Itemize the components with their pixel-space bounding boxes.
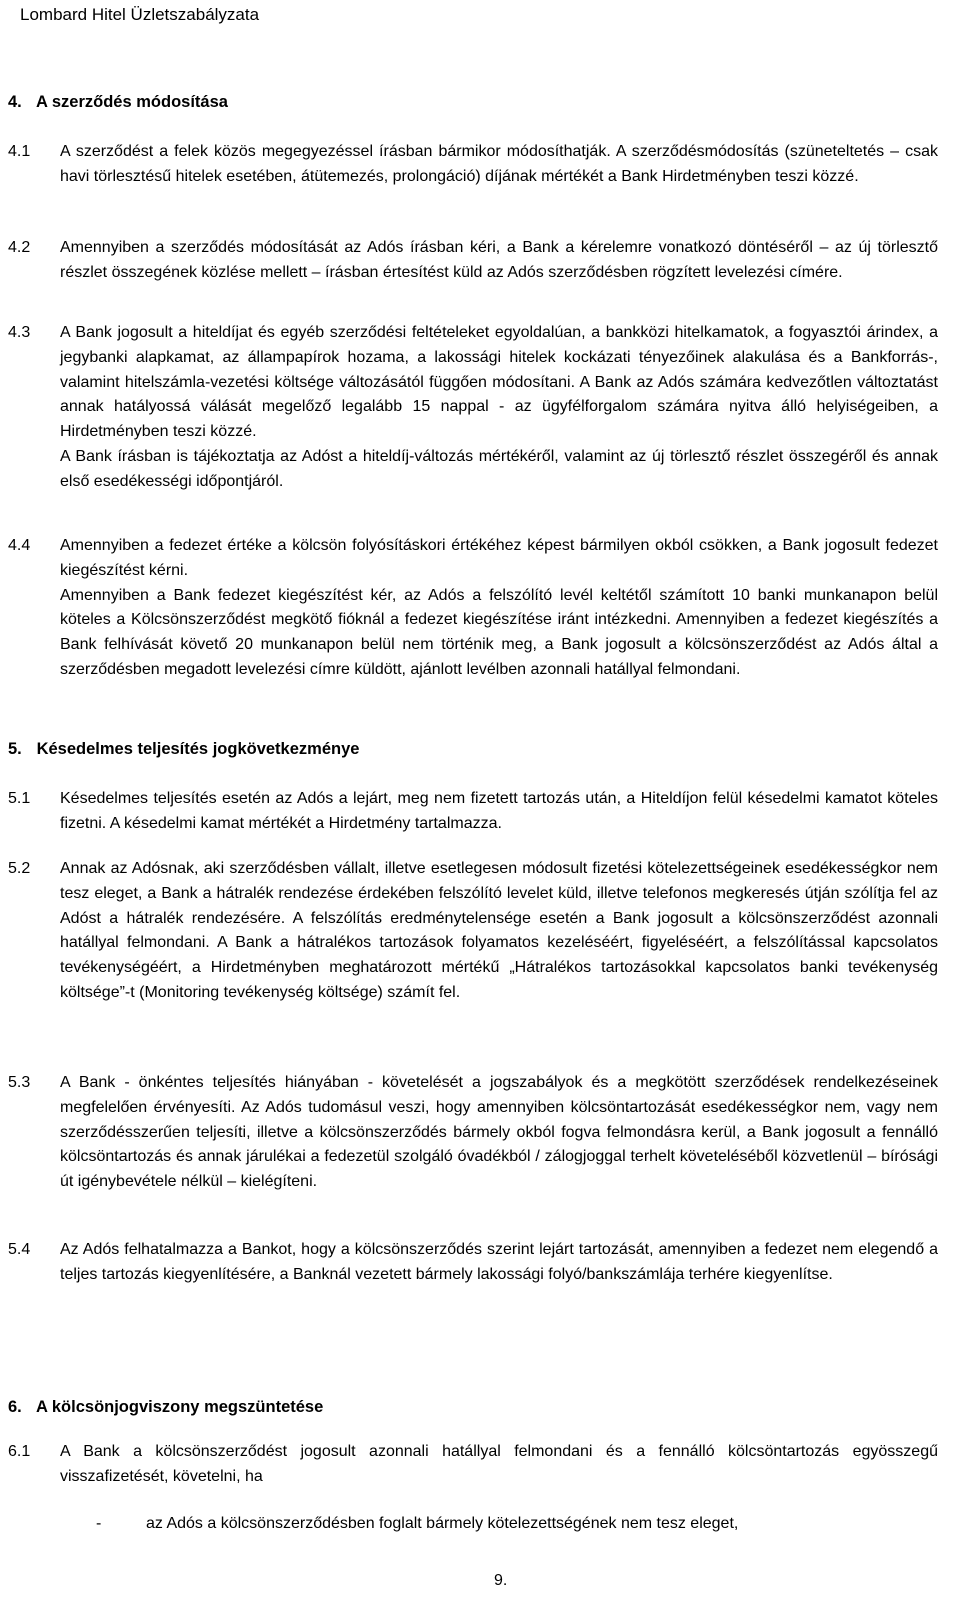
paragraph-5-4: [8, 1238, 938, 1288]
bullet-marker: -: [96, 1515, 102, 1532]
section-number: 6.: [8, 1398, 22, 1416]
paragraph-4-4: [8, 534, 938, 683]
page-number: 9.: [494, 1572, 508, 1589]
section-title: A kölcsönjogviszony megszüntetése: [35, 1398, 324, 1416]
paragraph-number: 4.2: [8, 239, 31, 256]
paragraph-number: 4.3: [8, 324, 31, 341]
paragraph-text: Amennyiben a fedezet értéke a kölcsön folyósításkori értékéhez képest bármilyen okból csökken, a Bank jogosult fedezet kiegészítést kérni.: [60, 537, 938, 579]
paragraph-number: 6.1: [8, 1443, 31, 1460]
section-heading-4: [8, 91, 228, 113]
paragraph-text: Amennyiben a Bank fedezet kiegészítést kér, az Adós a felszólító levél keltétől számított 10 banki munkanapon belül köteles a Kölcsönszerződést megkötő fióknál a fedezet kiegészítése iránt intézkedni. Amennyiben a fedezet kiegészítés a Bank felhívását követő 20 munkanapon belül nem történik meg, a Bank jogosult a kölcsönszerződést az Adós által a szerződésben megadott levelezési címre küldött, ajánlott levélben azonnali hatállyal felmondani.: [60, 586, 938, 678]
paragraph-4-3: [8, 321, 938, 495]
paragraph-text: A Bank - önkéntes teljesítés hiányában - követelését a jogszabályok és a megkötött szerződések rendelkezéseinek megfelelően érvényesíti. Az Adós tudomásul veszi, hogy amennyiben kölcsöntartozását esedékességkor nem, vagy nem szerződésszerűen teljesíti, illetve a kölcsönszerződés bármely okból fogva felmondásra kerül, a Bank jogosult a fennálló kölcsöntartozás és annak járulékai a fedezetül szolgáló óvadékból / zálogjoggal terhelt követeléséből közvetlenül – bírósági út igénybevétele nélkül – kielégíteni.: [60, 1074, 938, 1191]
paragraph-text: A szerződést a felek közös megegyezéssel írásban bármikor módosíthatják. A szerződésmódosítás (szüneteltetés – csak havi törlesztésű hitelek esetében, átütemezés, prolongáció) díjának mértékét a Bank Hirdetményben teszi közzé.: [60, 143, 938, 185]
paragraph-text: A Bank írásban is tájékoztatja az Adóst a hiteldíj-változás mértékéről, valamint az új törlesztő részlet összegéről és annak első esedékességi időpontjáról.: [60, 447, 938, 490]
section-heading-5: [8, 738, 359, 760]
paragraph-text: Késedelmes teljesítés esetén az Adós a lejárt, meg nem fizetett tartozás után, a Hiteldíjon felül késedelmi kamatot köteles fizetni. A késedelmi kamat mértékét a Hirdetmény tartalmazza.: [60, 790, 938, 832]
paragraph-text: Az Adós felhatalmazza a Bankot, hogy a kölcsönszerződés szerint lejárt tartozását, amennyiben a fedezet nem elegendő a teljes tartozás kiegyenlítésére, a Banknál vezetett bármely lakossági folyó/bankszámlája terhére kiegyenlítse.: [60, 1241, 938, 1283]
paragraph-text: Amennyiben a szerződés módosítását az Adós írásban kéri, a Bank a kérelemre vonatkozó döntéséről – az új törlesztő részlet összegének közlése mellett – írásban értesítést küld az Adós szerződésben rögzített levelezési címére.: [60, 239, 938, 281]
paragraph-text: Annak az Adósnak, aki szerződésben vállalt, illetve esetlegesen módosult fizetési kötelezettségeinek esedékességkor nem tesz eleget, a Bank a hátralék rendezése érdekében felszólító levelet küld, illetve telefonos megkeresés útján szólítja fel az Adóst a hátralék rendezésére. A felszólítás eredménytelensége esetén a Bank jogosult a kölcsönszerződést azonnali hatállyal felmondani. A Bank a hátralékos tartozások folyamatos kezeléséért, figyeléséért, a felszólítással kapcsolatos tevékenységéért, a Hirdetményben meghatározott mértékű „Hátralékos tartozásokkal kapcsolatos banki tevékenység költsége”-t (Monitoring tevékenység költsége) számít fel.: [60, 860, 938, 1001]
bullet-item: [96, 1512, 946, 1536]
paragraph-number: 4.1: [8, 143, 31, 160]
paragraph-5-2: [8, 857, 938, 1006]
page-header: Lombard Hitel Üzletszabályzata: [20, 5, 260, 24]
paragraph-text: A Bank jogosult a hiteldíjat és egyéb szerződési feltételeket egyoldalúan, a bankközi hitelkamatok, a fogyasztói árindex, a jegybanki alapkamat, az állampapírok hozama, a lakossági hitelek kockázati tényezőinek alakulása és a Bankforrás-, valamint hitelszámla-vezetési költsége változásától függően módosítani. A Bank az Adós számára kedvezőtlen változtatást annak hatályossá válását megelőző legalább 15 nappal - az ügyfélforgalom számára nyitva álló helyiségeiben, a Hirdetményben teszi közzé.: [60, 324, 938, 441]
paragraph-5-3: [8, 1071, 938, 1195]
paragraph-text: A Bank a kölcsönszerződést jogosult azonnali hatállyal felmondani és a fennálló kölcsöntartozás egyösszegű visszafizetését, követelni, ha: [60, 1443, 938, 1485]
paragraph-5-1: [8, 787, 938, 837]
paragraph-number: 4.4: [8, 537, 31, 554]
paragraph-number: 5.2: [8, 860, 31, 877]
section-heading-6: [8, 1396, 323, 1418]
paragraph-number: 5.4: [8, 1241, 31, 1258]
section-number: 4.: [8, 93, 22, 111]
paragraph-number: 5.1: [8, 790, 31, 807]
section-title: Késedelmes teljesítés jogkövetkezménye: [36, 740, 360, 758]
paragraph-number: 5.3: [8, 1074, 31, 1091]
section-number: 5.: [8, 740, 22, 758]
bullet-text: az Adós a kölcsönszerződésben foglalt bármely kötelezettségének nem tesz eleget,: [146, 1515, 739, 1532]
paragraph-4-2: [8, 236, 938, 286]
paragraph-6-1: [8, 1440, 938, 1490]
section-title: A szerződés módosítása: [35, 93, 228, 111]
paragraph-4-1: [8, 140, 938, 190]
